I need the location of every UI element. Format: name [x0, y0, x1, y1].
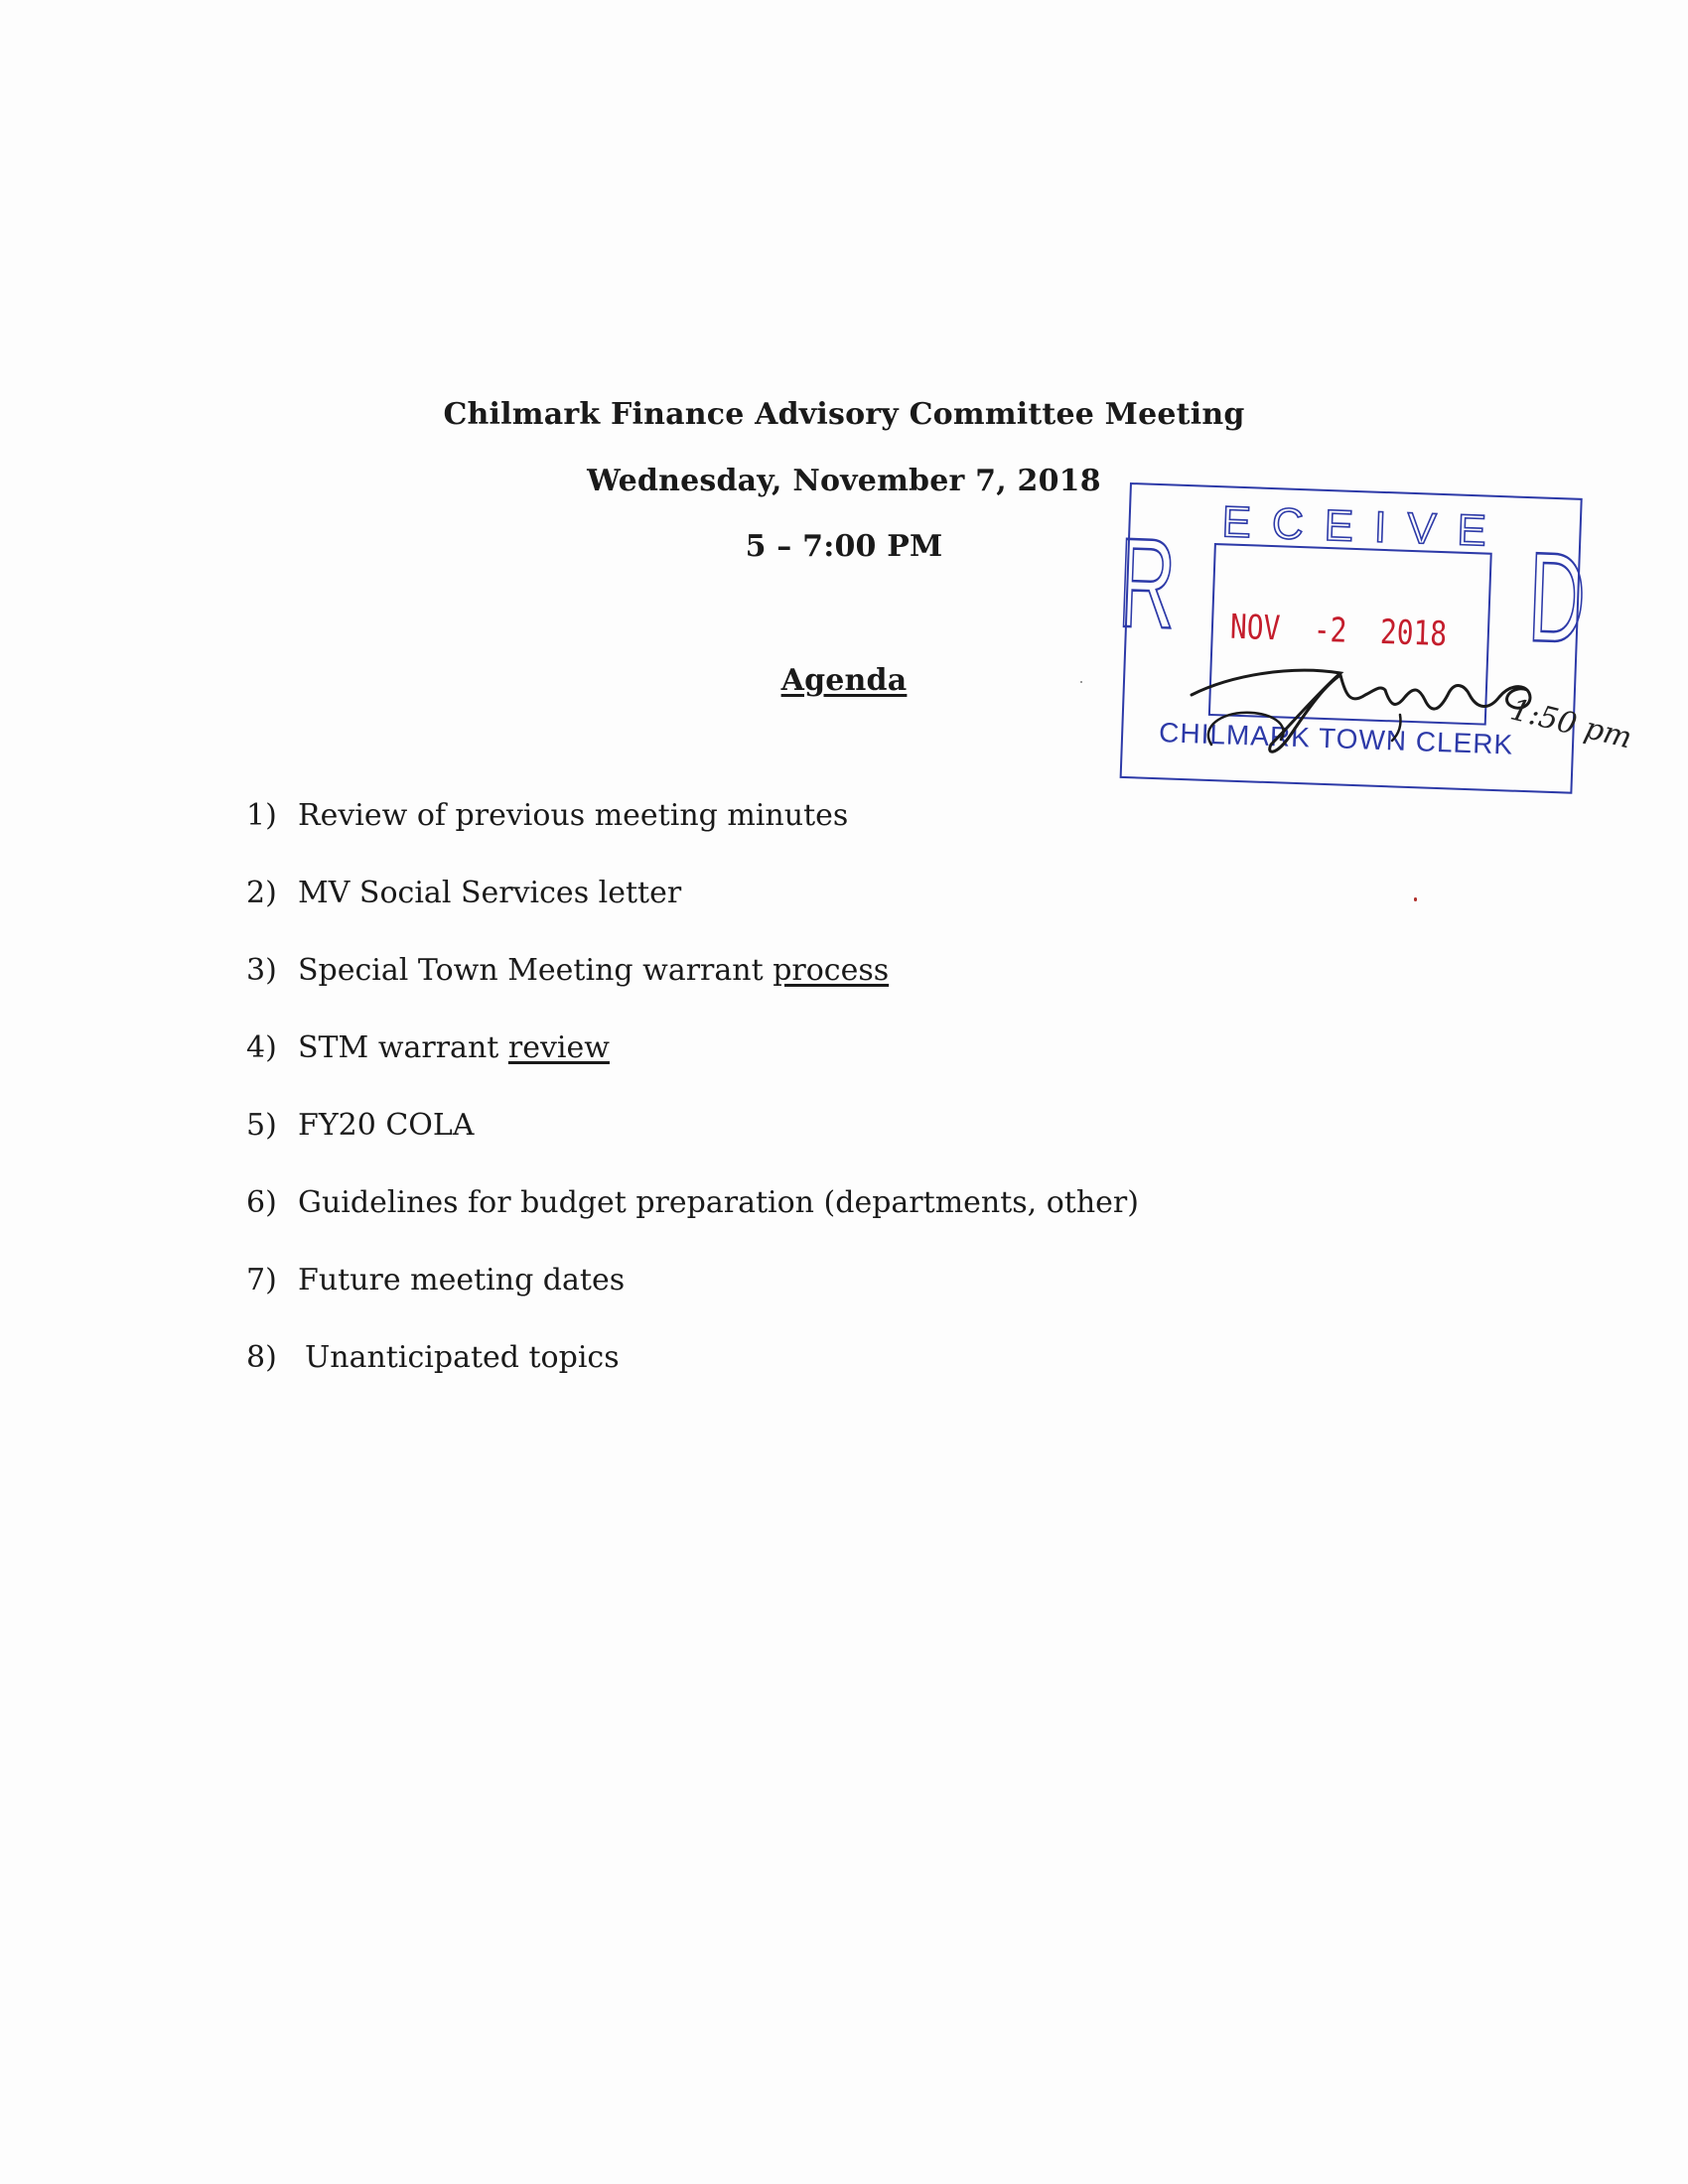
agenda-item-number: 7) — [246, 1263, 277, 1297]
agenda-item-text: Special Town Meeting warrant — [298, 953, 774, 988]
agenda-item-number: 6) — [246, 1185, 277, 1220]
agenda-item-number: 2) — [246, 876, 277, 910]
stamp-letter-r: R — [1115, 511, 1179, 656]
scan-speck — [1080, 681, 1082, 683]
agenda-item-text: MV Social Services letter — [298, 876, 682, 910]
agenda-item-text: Review of previous meeting minutes — [298, 798, 849, 833]
agenda-item — [246, 949, 1139, 1026]
agenda-item-underlined: process — [773, 953, 890, 988]
agenda-item-number: 5) — [246, 1108, 277, 1143]
agenda-item-text: Guidelines for budget preparation (departments, other) — [298, 1185, 1139, 1220]
agenda-item-text: STM warrant — [298, 1030, 508, 1065]
meeting-title: Chilmark Finance Advisory Committee Meeting — [443, 397, 1245, 432]
agenda-item-number: 8) — [246, 1340, 277, 1375]
agenda-item — [246, 1026, 1139, 1104]
agenda-item-text: Unanticipated topics — [305, 1340, 620, 1375]
stamp-date: NOV -2 2018 — [1229, 607, 1448, 655]
agenda-item — [246, 1104, 1139, 1181]
stamp-letter-d: D — [1525, 526, 1588, 671]
agenda-heading: Agenda — [780, 663, 908, 698]
agenda-item-text: Future meeting dates — [298, 1263, 626, 1297]
agenda-item-number: 1) — [246, 798, 277, 833]
agenda-list — [246, 794, 1139, 1414]
agenda-item — [246, 1336, 1139, 1414]
stamp-received-word: ECEIVE — [1220, 497, 1508, 557]
stamp-office: CHILMARK TOWN CLERK — [1158, 717, 1514, 760]
agenda-item — [246, 794, 1139, 872]
agenda-item-number: 4) — [246, 1030, 277, 1065]
ink-speck — [1414, 897, 1417, 901]
agenda-item — [246, 1259, 1139, 1336]
agenda-item-text: FY20 COLA — [298, 1108, 475, 1143]
agenda-item — [246, 1181, 1139, 1259]
agenda-item — [246, 872, 1139, 949]
meeting-date: Wednesday, November 7, 2018 — [587, 464, 1101, 498]
agenda-item-number: 3) — [246, 953, 277, 988]
meeting-time: 5 – 7:00 PM — [745, 529, 943, 564]
agenda-item-underlined: review — [507, 1030, 610, 1065]
handwritten-time: 1:50 pm — [1506, 692, 1635, 756]
